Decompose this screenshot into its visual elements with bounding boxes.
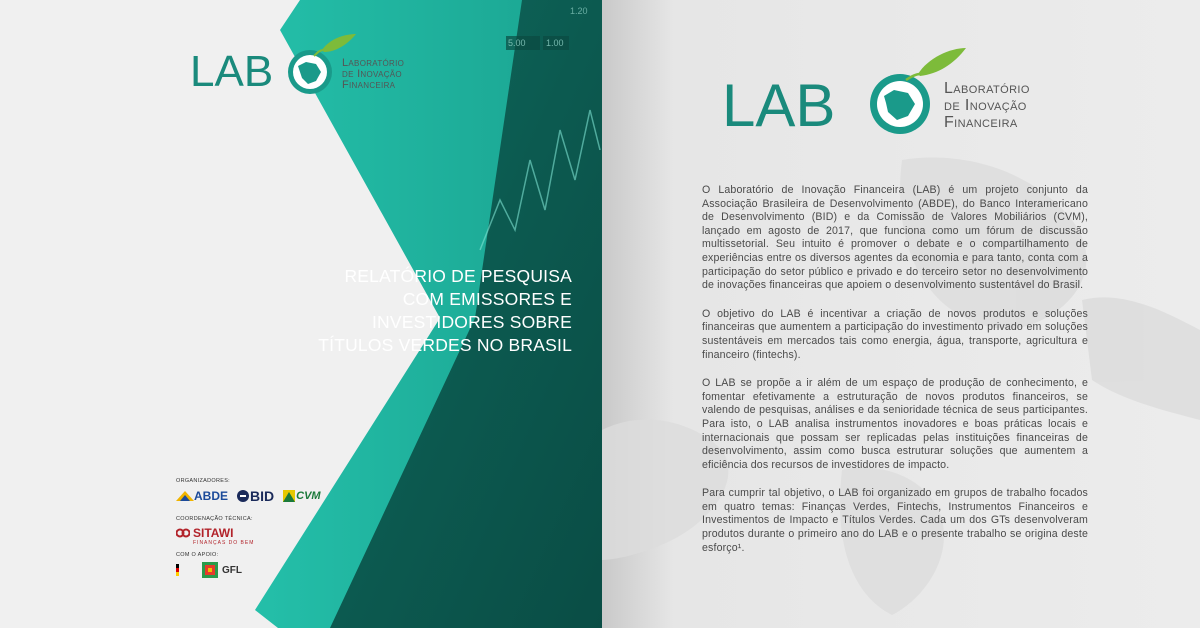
logo-line2: de Inovação [342, 68, 402, 80]
cvm-icon [282, 489, 296, 503]
title-line: COM EMISSORES E [402, 289, 572, 309]
title-line: RELATÓRIO DE PESQUISA [344, 266, 572, 286]
title-line: INVESTIDORES SOBRE [371, 312, 572, 332]
logo-line1: Laboratório [342, 57, 405, 69]
chart-label: 1.20 [570, 6, 588, 16]
technical-label: COORDENAÇÃO TÉCNICA: [176, 516, 253, 522]
abde-icon [176, 489, 194, 503]
cvm-text: CVM [296, 490, 321, 502]
logo-mark-text: LAB [190, 47, 274, 96]
logo-line2: de Inovação [944, 97, 1027, 114]
gfl-icon [202, 562, 218, 578]
german-flag-icon [176, 564, 184, 576]
logo-line3: Financeira [342, 79, 396, 91]
logo-line1: Laboratório [944, 80, 1030, 97]
intro-text [702, 184, 1088, 570]
cvm-logo [282, 489, 320, 503]
bid-logo [236, 488, 274, 504]
lab-logo-large [722, 40, 1082, 140]
report-title [312, 265, 572, 357]
sitawi-subtitle: FINANÇAS DO BEM [193, 540, 255, 546]
lab-logo-small [190, 28, 430, 108]
credits-block [176, 478, 376, 578]
germany-ministry-logo [176, 564, 184, 576]
abde-logo [176, 489, 228, 503]
chart-label: 5.00 [508, 38, 526, 48]
bid-text: BID [250, 488, 275, 504]
chart-label: 1.00 [546, 38, 564, 48]
organizers-label: ORGANIZADORES: [176, 478, 231, 484]
paragraph: O LAB se propõe a ir além de um espaço de produção de conhecimento, e fomentar efetivamente a estruturação de novos produtos financeiros, se valendo de pesquisas, análises e da senioridade técnica de seus participantes. Para isto, o LAB analisa instrumentos inovadores e boas práticas locais e internacionais que possam ser replicadas pelas instituições financeiras de desenvolvimento, assim como busca estruturar soluções que aumentem a eficiência dos recursos de investidores de impacto. [702, 377, 1088, 471]
inner-page [602, 0, 1200, 628]
bid-icon [236, 489, 250, 503]
logo-line3: Financeira [944, 114, 1018, 131]
sitawi-text: SITAWI [193, 526, 234, 540]
gfl-logo [202, 562, 242, 578]
paragraph: Para cumprir tal objetivo, o LAB foi organizado em grupos de trabalho focados em quatro temas: Finanças Verdes, Fintechs, Instrumentos Financeiros e Investimentos de Impacto e Títulos Verdes. Cada um dos GTs desenvolveram produtos durante o primeiro ano do LAB e o presente trabalho se origina deste esforço¹. [702, 487, 1088, 554]
logo-mark-text: LAB [722, 72, 836, 139]
support-label: COM O APOIO: [176, 552, 219, 558]
abde-text: ABDE [194, 489, 229, 503]
paragraph: O objetivo do LAB é incentivar a criação de novos produtos e soluções financeiras que aumentem a participação do investimento privado em soluções sustentáveis em mercados tais como energia, água, transporte, agricultura e financeiro (fintechs). [702, 307, 1088, 361]
leaf-icon [918, 48, 966, 76]
paragraph: O Laboratório de Inovação Financeira (LAB) é um projeto conjunto da Associação Brasileira de Desenvolvimento (ABDE), do Banco Interamericano de Desenvolvimento (BID) e da Comissão de Valores Mobiliários (CVM), lançado em agosto de 2017, que funciona como um fórum de discussão multissetorial. Seu intuito é promover o debate e o compartilhamento de experiências entre os diversos agentes da economia e para tanto, conta com a participação do setor público e privado e do terceiro setor no desenvolvimento de inovações financeiras que apoiem o desenvolvimento sustentável do Brasil. [702, 184, 1088, 292]
sitawi-logo [176, 526, 376, 546]
title-line: TÍTULOS VERDES NO BRASIL [318, 335, 572, 355]
support-logos [176, 562, 376, 578]
leaf-icon [322, 34, 356, 52]
gfl-text: GFL [222, 564, 242, 576]
sitawi-icon [176, 527, 190, 539]
organizers-logos [176, 488, 376, 504]
